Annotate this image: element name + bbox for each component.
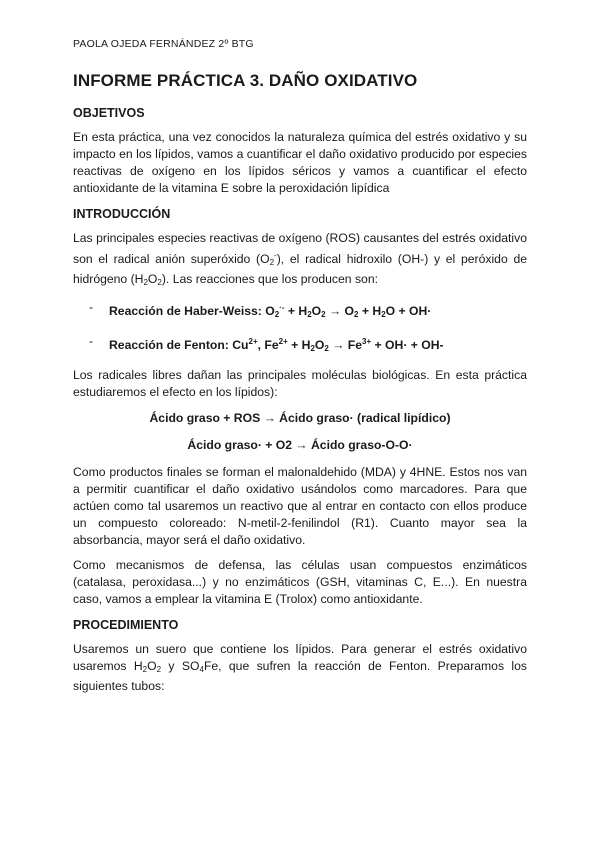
equation-peroxyl-radical: Ácido graso· + O2 → Ácido graso-O-O· — [187, 438, 413, 452]
page-header-author: PAOLA OJEDA FERNÁNDEZ 2º BTG — [73, 38, 254, 50]
introduccion-paragraph-4: Como mecanismos de defensa, las células usan compuestos enzimáticos (catalasa, peroxidasa...) y no enzimáticos (GSH, vitaminas C, E...). En nuestra caso, vamos a emplear la vitamina E (Trolox) como antioxidante. — [73, 558, 527, 606]
section-objetivos — [73, 106, 527, 197]
introduccion-paragraph-3: Como productos finales se forman el malonaldehido (MDA) y 4HNE. Estos nos van a permitir cuantificar el daño oxidativo usándolos como marcadores. Para que actúen como tal usaremos un reactivo que al entrar en contacto con ellos produce un compuesto coloreado: N-metil-2-fenilindol (R1). Cuanto mayor sea la absorbancia, mayor será el daño oxidativo. — [73, 465, 527, 547]
introduccion-paragraph-2: Los radicales libres dañan las principales moléculas biológicas. En esta práctica estudiaremos el efecto en los lípidos): — [73, 368, 527, 399]
heading-procedimiento: PROCEDIMIENTO — [73, 618, 179, 632]
equation-lipid-radical: Ácido graso + ROS → Ácido graso· (radical lipídico) — [149, 411, 451, 425]
heading-objetivos: OBJETIVOS — [73, 106, 145, 120]
heading-introduccion: INTRODUCCIÓN — [73, 207, 171, 221]
introduccion-paragraph-1: Las principales especies reactivas de oxígeno (ROS) causantes del estrés oxidativo son el radical anión superóxido $(O_2^-)$, el radical hidroxilo (OH-) y el peróxido de hidrógeno $(H_2O_2)$. Las reacciones que los producen son: — [73, 231, 527, 287]
objetivos-paragraph: En esta práctica, una vez conocidos la naturaleza química del estrés oxidativo y su impacto en los lípidos, vamos a cuantificar el daño oxidativo producido por especies reactivas de oxígeno en los lípidos séricos y vamos a cuantificar el efecto antioxidante de la vitamina E sobre la peroxidación lipídica — [73, 130, 527, 195]
section-introduccion — [73, 207, 527, 608]
reactions-list — [73, 299, 527, 357]
reaction-fenton: - Reacción de Fenton: $Cu^{2+}$, $Fe^{2+} + H_2O_2 \to Fe^{3+} + OH\cdot + OH-$ — [89, 334, 444, 353]
section-procedimiento — [73, 618, 527, 695]
procedimiento-paragraph: Usaremos un suero que contiene los lípidos. Para generar el estrés oxidativo usaremos $H_2O_2$ y $SO_4Fe$, que sufren la reacción de Fenton. Preparamos los siguientes tubos: — [73, 642, 527, 693]
document-title: INFORME PRÁCTICA 3. DAÑO OXIDATIVO — [73, 71, 418, 90]
reaction-haber-weiss: - Reacción de Haber-Weiss: $O_2^{\cdot-} + H_2O_2 \to O_2 + H_2O + OH\cdot$ — [89, 300, 432, 319]
